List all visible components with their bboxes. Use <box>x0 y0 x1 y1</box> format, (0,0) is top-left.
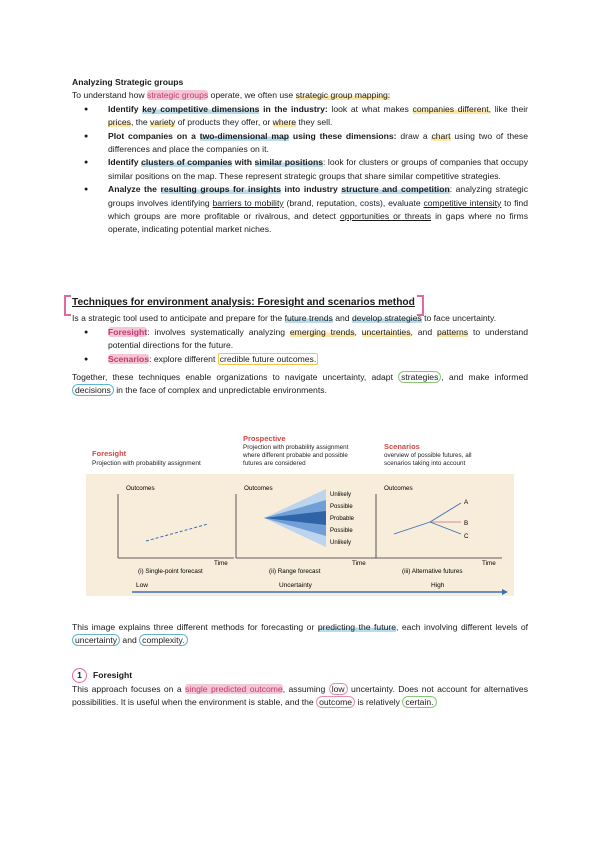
body-text: (brand, reputation, costs), evaluate <box>283 197 424 208</box>
body-text: , and <box>410 326 437 337</box>
prospective-subtitle-3: futures are considered <box>243 460 306 467</box>
highlight-single-outcome: single predicted outcome <box>185 684 283 694</box>
range-label-possible-bottom: Possible <box>330 528 353 534</box>
circled-uncertainty: uncertainty <box>72 634 120 646</box>
body-text: : involves systematically analyzing <box>147 326 290 337</box>
foresight-subtitle: Projection with probability assignment <box>92 460 201 467</box>
body-text: : analyzing strategic groups involves identifying <box>108 184 529 208</box>
highlight-structure-competition: structure and competition <box>341 184 450 195</box>
scenarios-subtitle-1: overview of possible futures, all <box>384 452 472 459</box>
techniques-list <box>72 326 528 366</box>
axis-time-label-2: Time <box>352 560 366 567</box>
underline-barriers: barriers to mobility <box>212 197 284 208</box>
alt-label-b: B <box>464 520 469 527</box>
foresight-heading <box>72 668 528 683</box>
section-title-text: Techniques for environment analysis: Foresight and scenarios method <box>72 297 415 308</box>
section-intro <box>72 312 528 325</box>
body-text: Together, these techniques enable organizations to navigate uncertainty, adapt <box>72 372 399 383</box>
caption-alternative-futures: (iii) Alternative futures <box>402 568 463 575</box>
forecast-methods-figure <box>86 434 514 598</box>
highlight-predicting-future: predicting the future <box>317 622 397 632</box>
scenarios-label: Scenarios <box>108 353 150 364</box>
list-item <box>72 156 528 183</box>
body-text: to find which groups are more profitable or rivalrous, and detect <box>108 197 528 222</box>
body-text: : explore different <box>149 353 218 364</box>
caption-range-forecast: (ii) Range forecast <box>269 568 321 575</box>
alt-label-a: A <box>464 499 469 506</box>
pink-bracket-right <box>417 295 424 316</box>
intro-text-2: operate, we often use <box>208 90 296 101</box>
body-text: , assuming <box>282 684 329 694</box>
range-label-probable: Probable <box>330 516 355 522</box>
together-paragraph <box>72 371 528 398</box>
body-text: , <box>354 326 362 337</box>
highlight-variety: variety <box>150 117 176 128</box>
circled-certain: certain. <box>402 696 436 708</box>
circled-low: low <box>329 683 348 695</box>
uncertainty-high: High <box>431 582 445 589</box>
section-number: 1 <box>72 668 87 683</box>
body-text: to face uncertainty. <box>421 313 497 324</box>
prospective-header: Prospective <box>243 434 286 443</box>
highlight-key-dimensions: key competitive dimensions <box>142 103 260 114</box>
body-text: using two of these differences and place the companies on it. <box>108 130 528 155</box>
body-text: draw a <box>396 130 432 141</box>
scenarios-header: Scenarios <box>384 442 420 451</box>
highlight-similar-positions: similar positions <box>254 157 323 168</box>
environment-analysis-block <box>72 296 528 398</box>
figure-background <box>86 474 514 596</box>
body-text: uncertainty. Does not account for alternatives possibilities. It is useful when the environment is stable, and the <box>72 684 528 708</box>
highlight-two-dimensional-map: two-dimensional map <box>199 130 290 141</box>
foresight-label: Foresight <box>108 326 148 337</box>
body-text: , and make informed <box>441 372 528 383</box>
list-item <box>72 130 528 157</box>
foresight-title: Foresight <box>93 670 133 680</box>
bold-text: into industry <box>281 184 342 195</box>
axis-outcomes-label-2: Outcomes <box>244 485 273 492</box>
highlight-strategic-group-mapping: strategic group mapping: <box>295 90 391 101</box>
bold-text: in the industry: <box>259 103 328 114</box>
bold-text: using these dimensions: <box>289 130 397 141</box>
bold-text: Identify <box>108 103 143 114</box>
alt-label-c: C <box>464 533 469 540</box>
range-label-possible-top: Possible <box>330 504 353 510</box>
circled-strategies: strategies <box>398 371 441 383</box>
underline-opportunities: opportunities or threats <box>339 211 432 222</box>
strategic-groups-block <box>72 76 528 237</box>
section-title <box>72 297 415 308</box>
body-text: This approach focuses on a <box>72 684 186 694</box>
axis-time-label-3: Time <box>482 560 496 567</box>
range-label-unlikely-top: Unlikely <box>330 492 352 498</box>
uncertainty-label: Uncertainty <box>279 582 312 589</box>
prospective-subtitle-1: Projection with probability assignment <box>243 444 349 451</box>
list-item <box>72 353 528 366</box>
pink-bracket-left <box>64 295 71 316</box>
scenarios-subtitle-2: scenarios taking into account <box>384 460 466 467</box>
highlight-where: where <box>272 117 297 128</box>
axis-outcomes-label-3: Outcomes <box>384 485 413 492</box>
highlight-chart: chart <box>431 130 451 141</box>
circled-complexity: complexity. <box>139 634 187 646</box>
bold-text: Analyze the <box>108 184 161 195</box>
circled-outcome: outcome <box>316 696 355 708</box>
highlight-credible-outcomes: credible future outcomes. <box>219 353 317 364</box>
body-text: of products they offer, or <box>175 117 273 128</box>
figure-explanation <box>72 621 528 648</box>
foresight-section <box>72 668 528 710</box>
body-text: , the <box>130 117 151 128</box>
highlight-patterns: patterns <box>437 326 469 337</box>
bold-text: Identify <box>108 157 142 168</box>
body-text: look at what makes <box>327 103 413 114</box>
highlight-strategic-groups: strategic groups <box>147 90 209 101</box>
bold-text: Plot companies on a <box>108 130 200 141</box>
highlight-uncertainties: uncertainties <box>361 326 411 337</box>
body-text: and <box>120 635 140 646</box>
highlight-develop-strategies: develop strategies <box>351 313 422 324</box>
intro-text: To understand how <box>72 90 148 101</box>
list-item <box>72 326 528 353</box>
highlight-prices: prices <box>108 117 131 128</box>
mapping-steps-list <box>72 103 528 237</box>
intro-paragraph <box>72 89 528 102</box>
list-item <box>72 103 528 130</box>
caption-single-point: (i) Single-point forecast <box>138 568 203 575</box>
underline-competitive-intensity: competitive intensity <box>423 197 502 208</box>
highlight-emerging-trends: emerging trends <box>289 326 355 337</box>
bold-text: with <box>232 157 255 168</box>
body-text: Is a strategic tool used to anticipate and prepare for the <box>72 313 285 324</box>
foresight-paragraph <box>72 683 528 710</box>
uncertainty-low: Low <box>136 582 148 589</box>
list-item <box>72 183 528 237</box>
body-text: in gaps where no firms operate, indicating potential market niches. <box>108 211 528 235</box>
page-heading: Analyzing Strategic groups <box>72 77 184 87</box>
highlight-companies-different: companies different <box>412 103 489 114</box>
foresight-header: Foresight <box>92 449 127 458</box>
figure-svg <box>86 434 514 598</box>
axis-time-label-1: Time <box>214 560 228 567</box>
axis-outcomes-label-1: Outcomes <box>126 485 155 492</box>
body-text: they sell. <box>296 117 333 128</box>
body-text: is relatively <box>355 697 403 708</box>
circled-decisions: decisions <box>72 384 114 396</box>
highlight-clusters: clusters of companies <box>141 157 233 168</box>
highlight-resulting-groups: resulting groups for insights <box>160 184 281 195</box>
body-text: This image explains three different methods for forecasting or <box>72 622 318 632</box>
body-text: , like their <box>488 103 529 114</box>
range-label-unlikely-bottom: Unlikely <box>330 540 352 546</box>
prospective-subtitle-2: where different probable and possible <box>243 452 348 459</box>
body-text: to understand potential directions for the future. <box>108 326 528 351</box>
body-text: and <box>332 313 352 324</box>
body-text: in the face of complex and unpredictable environments. <box>113 385 327 396</box>
body-text: : look for clusters or groups of companies that occupy similar positions on the map. These represent strategic groups that share similar competitive strategies. <box>108 157 528 181</box>
highlight-future-trends: future trends <box>284 313 333 324</box>
body-text: , each involving different levels of <box>396 622 529 632</box>
